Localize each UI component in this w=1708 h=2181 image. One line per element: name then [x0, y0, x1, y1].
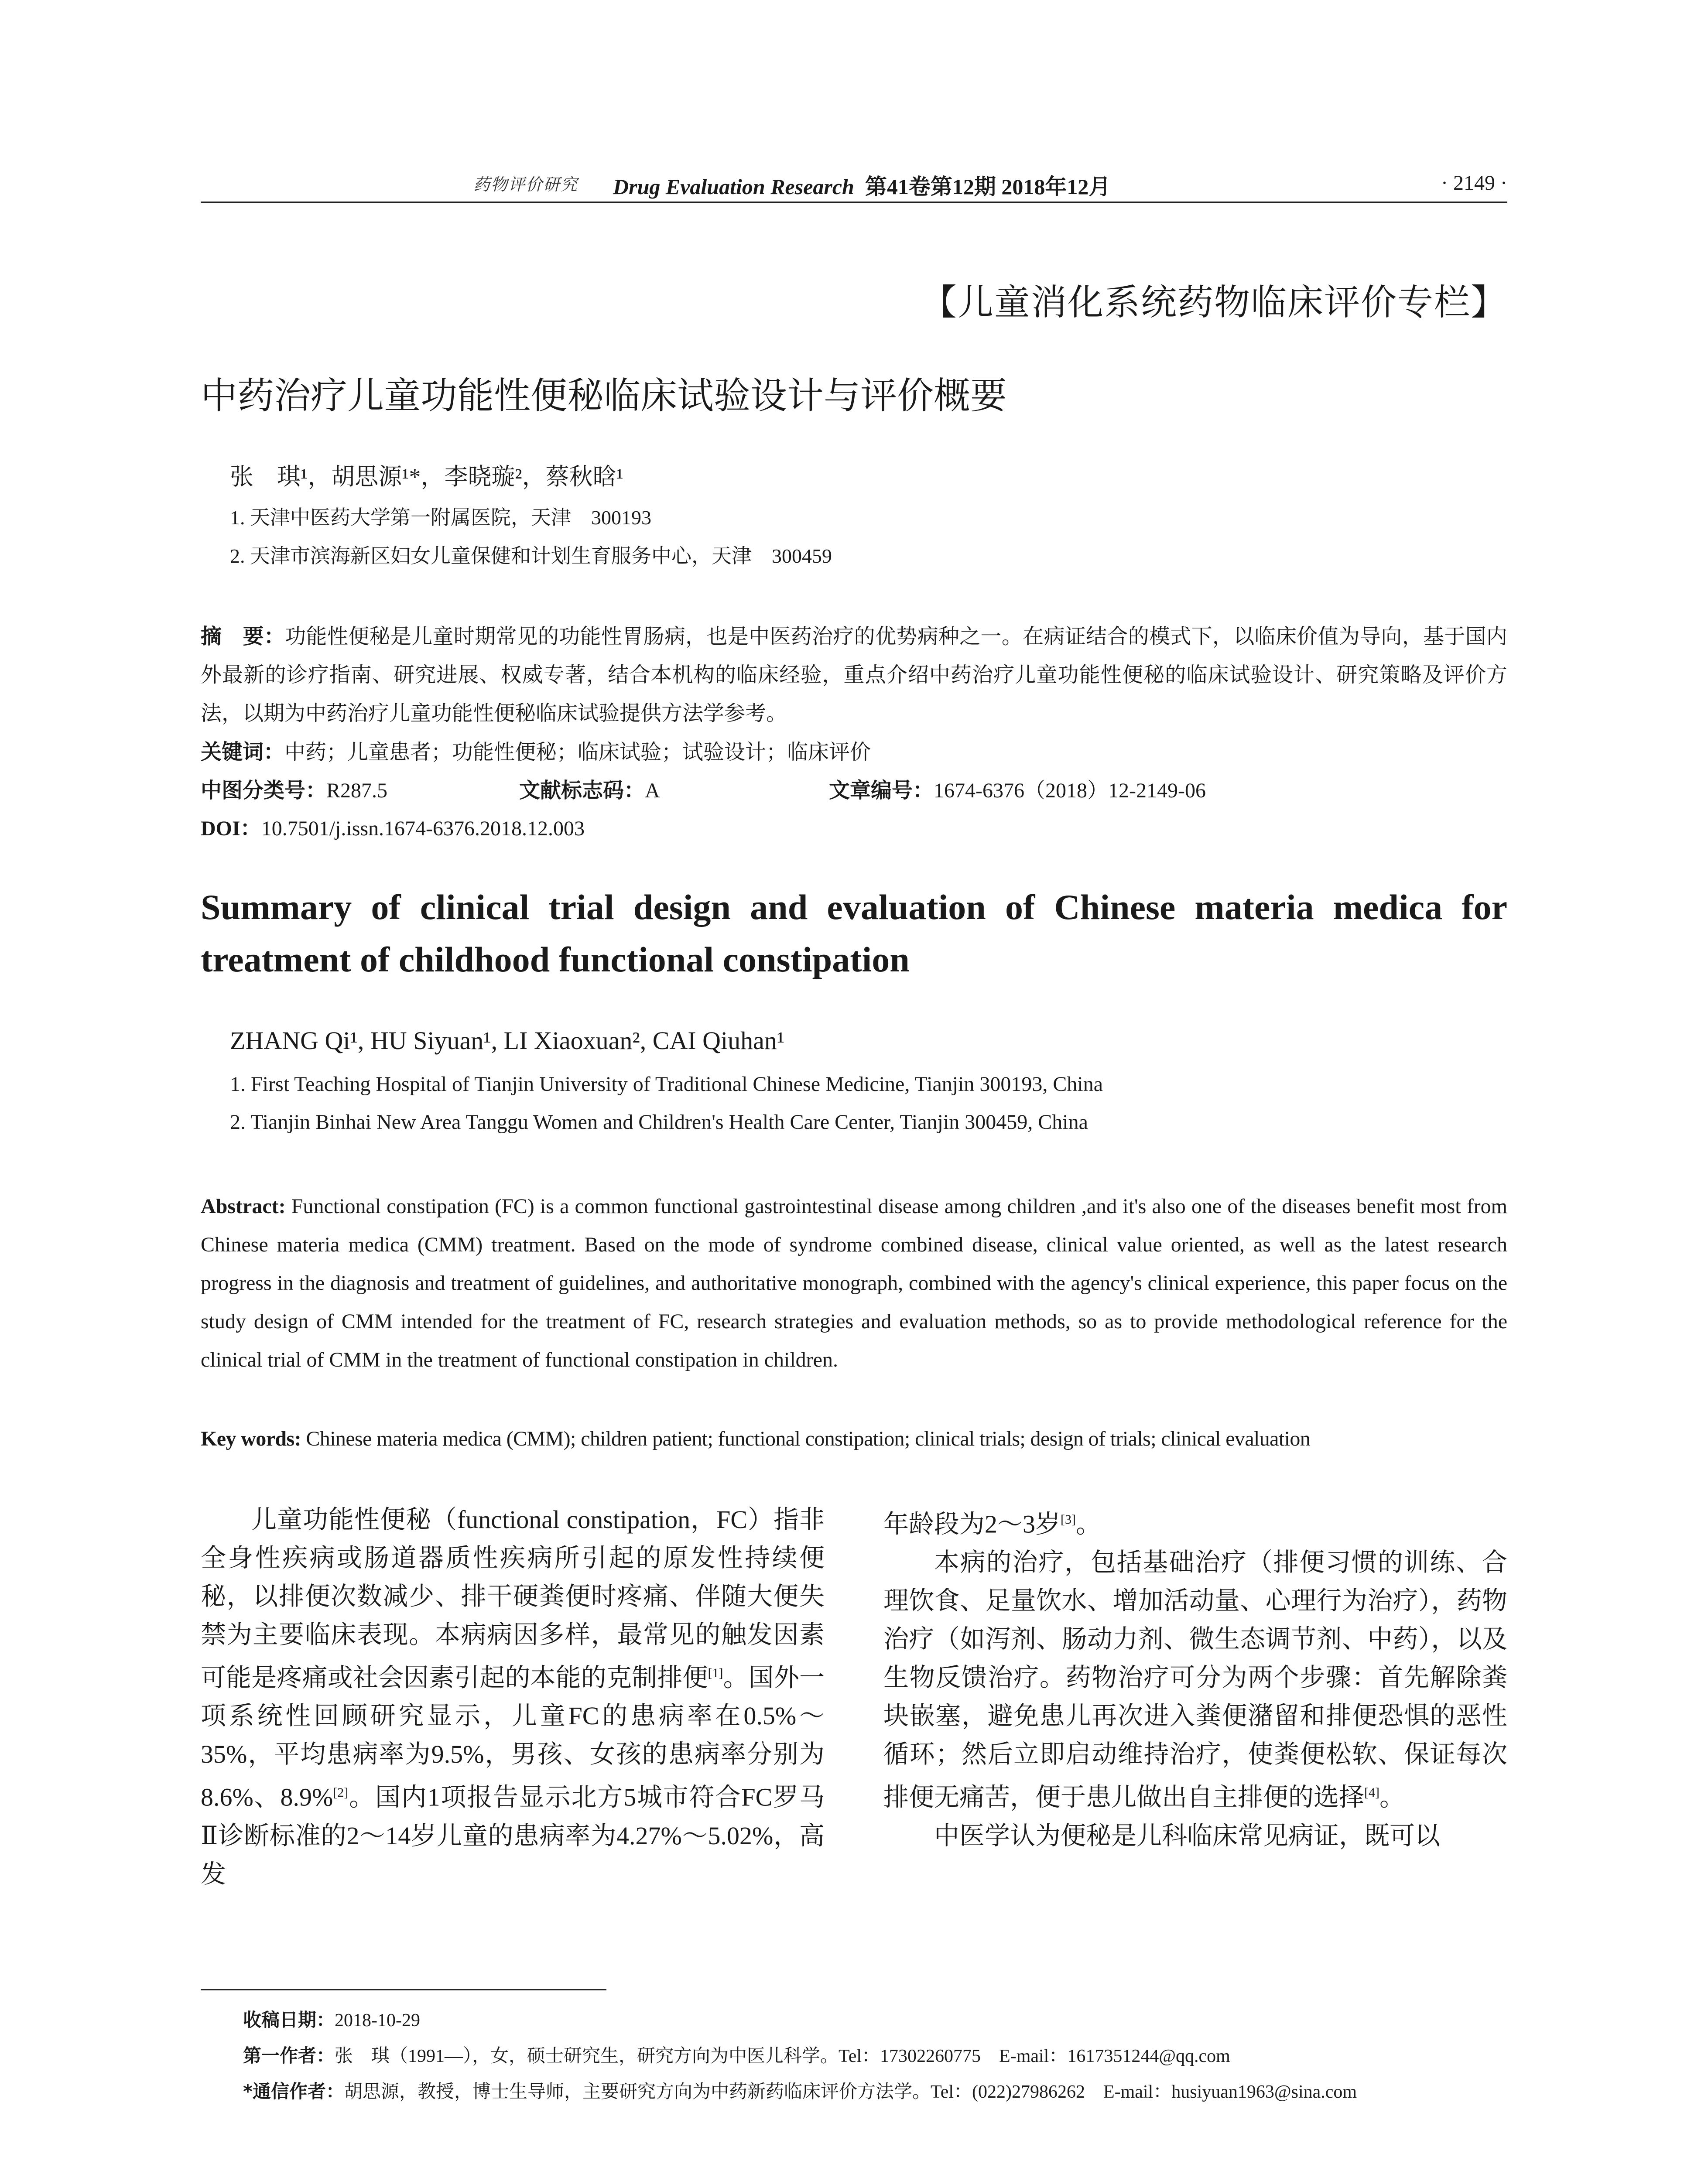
journal-logo: 药物评价研究	[473, 175, 578, 194]
body-text: 。国内1项报告显示北方5城市符合FC罗马Ⅱ诊断标准的2～14岁儿童的患病率为4.27%～5.02%，高发	[201, 1783, 825, 1888]
footnote-corresponding-author	[243, 2077, 1357, 2103]
en-abstract	[201, 1187, 1507, 1379]
cn-keywords-label: 关键词：	[201, 740, 285, 764]
corresponding-value: 胡思源，教授，博士生导师，主要研究方向为中药新药临床评价方法学。Tel：(022)27986262 E-mail：husiyuan1963@sina.com	[344, 2082, 1357, 2102]
body-text: 。	[1076, 1510, 1102, 1538]
cn-title: 中药治疗儿童功能性便秘临床试验设计与评价概要	[201, 374, 1007, 417]
first-author-value: 张 琪（1991—），女，硕士研究生，研究方向为中医儿科学。Tel：17302260775 E-mail：1617351244@qq.com	[335, 2046, 1230, 2066]
en-keywords-label: Key words:	[201, 1427, 301, 1450]
body-paragraph	[201, 1501, 825, 1894]
body-paragraph	[883, 1501, 1507, 1543]
doi	[201, 810, 585, 848]
body-paragraph	[883, 1817, 1507, 1855]
cn-abstract-text: 功能性便秘是儿童时期常见的功能性胃肠病，也是中医药治疗的优势病种之一。在病证结合的模式下，以临床价值为导向，基于国内外最新的诊疗指南、研究进展、权威专著，结合本机构的临床经验，重点介绍中药治疗儿童功能性便秘的临床试验设计、研究策略及评价方法，以期为中药治疗儿童功能性便秘临床试验提供方法学参考。	[201, 625, 1507, 725]
cn-keywords-text: 中药；儿童患者；功能性便秘；临床试验；试验设计；临床评价	[284, 741, 871, 764]
cn-affiliation-1: 1. 天津中医药大学第一附属医院，天津 300193	[230, 506, 651, 529]
journal-header	[613, 169, 1110, 201]
article-number-value: 1674-6376（2018）12-2149-06	[934, 779, 1206, 802]
received-label: 收稿日期：	[243, 2009, 335, 2031]
en-authors: ZHANG Qi¹, HU Siyuan¹, LI Xiaoxuan², CAI Qiuhan¹	[230, 1026, 785, 1055]
body-column-left	[201, 1501, 825, 1894]
en-title: Summary of clinical trial design and evaluation of Chinese materia medica for treatment of childhood functional constipation	[201, 887, 1507, 979]
doi-value: 10.7501/j.issn.1674-6376.2018.12.003	[261, 817, 585, 840]
clc-label: 中图分类号：	[201, 778, 327, 803]
citation: [1]	[708, 1666, 723, 1680]
en-affiliation-1: 1. First Teaching Hospital of Tianjin University of Traditional Chinese Medicine, Tianjin 300193, China	[230, 1073, 1103, 1096]
cn-abstract-label: 摘 要：	[201, 624, 285, 649]
citation: [4]	[1364, 1785, 1379, 1800]
body-column-right	[883, 1501, 1507, 1855]
body-text: 。	[1379, 1783, 1405, 1812]
en-keywords	[201, 1420, 1507, 1458]
cn-keywords	[201, 733, 1507, 772]
en-abstract-text: Functional constipation (FC) is a common functional gastrointestinal disease among children ,and it's also one of the diseases benefit most from Chinese materia medica (CMM) treatment. Based on the mode of syndrome combined disease, clinical value oriented, as well as the latest research progress in the diagnosis and treatment of guidelines, and authoritative monograph, combined with the agency's clinical experience, this paper focus on the study design of CMM intended for the treatment of FC, research strategies and evaluation methods, so as to provide methodological reference for the clinical trial of CMM in the treatment of functional constipation in children.	[201, 1195, 1507, 1371]
cn-authors: 张 琪¹，胡思源¹*，李晓璇²，蔡秋晗¹	[230, 464, 623, 490]
clc-value: R287.5	[326, 779, 388, 802]
received-value: 2018-10-29	[335, 2010, 420, 2031]
corresponding-label: *通信作者：	[243, 2081, 344, 2102]
en-abstract-label: Abstract:	[201, 1195, 286, 1218]
document-code	[519, 771, 660, 810]
footnote-rule	[201, 1989, 606, 1990]
body-text: 。国外一项系统性回顾研究显示，儿童FC的患病率在0.5%～35%，平均患病率为9.5%，男孩、女孩的患病率分别为8.6%、8.9%	[201, 1663, 825, 1812]
body-text: 儿童功能性便秘（functional constipation，FC）指非全身性疾病或肠道器质性疾病所引起的原发性持续便秘，以排便次数减少、排干硬粪便时疼痛、伴随大便失禁为主要临床表现。本病病因多样，最常见的触发因素可能是疼痛或社会因素引起的本能的克制排便	[201, 1505, 825, 1692]
cn-affiliation-2: 2. 天津市滨海新区妇女儿童保健和计划生育服务中心，天津 300459	[230, 545, 832, 567]
citation: [3]	[1061, 1512, 1076, 1527]
column-tag: 【儿童消化系统药物临床评价专栏】	[921, 282, 1507, 323]
body-text: 中医学认为便秘是儿科临床常见病证，既可以	[934, 1821, 1441, 1850]
page-number: · 2149 ·	[1441, 171, 1507, 195]
clc-code	[201, 771, 387, 810]
article-number-label: 文章编号：	[829, 778, 934, 803]
body-text: 年龄段为2～3岁	[883, 1510, 1061, 1538]
en-keywords-text: Chinese materia medica (CMM); children patient; functional constipation; clinical trials; design of trials; clinical evaluation	[301, 1427, 1311, 1450]
document-code-label: 文献标志码：	[519, 778, 645, 803]
journal-issue: 第41卷第12期 2018年12月	[865, 174, 1111, 199]
body-text: 本病的治疗，包括基础治疗（排便习惯的训练、合理饮食、足量饮水、增加活动量、心理行为治疗），药物治疗（如泻剂、肠动力剂、微生态调节剂、中药），以及生物反馈治疗。药物治疗可分为两个步骤：首先解除粪块嵌塞，避免患儿再次进入粪便潴留和排便恐惧的恶性循环；然后立即启动维持治疗，使粪便松软、保证每次排便无痛苦，便于患儿做出自主排便的选择	[883, 1548, 1507, 1812]
en-affiliation-2: 2. Tianjin Binhai New Area Tanggu Women and Children's Health Care Center, Tianjin 300459, China	[230, 1111, 1088, 1134]
doi-label: DOI：	[201, 817, 261, 840]
cn-abstract	[201, 617, 1507, 733]
article-number	[829, 771, 1206, 810]
body-paragraph	[883, 1543, 1507, 1816]
journal-name: Drug Evaluation Research	[613, 174, 854, 199]
document-code-value: A	[645, 779, 660, 802]
footnote-first-author	[243, 2041, 1230, 2068]
header-rule	[201, 202, 1507, 203]
citation: [2]	[333, 1785, 349, 1800]
footnote-received	[243, 2006, 420, 2032]
first-author-label: 第一作者：	[243, 2045, 335, 2066]
